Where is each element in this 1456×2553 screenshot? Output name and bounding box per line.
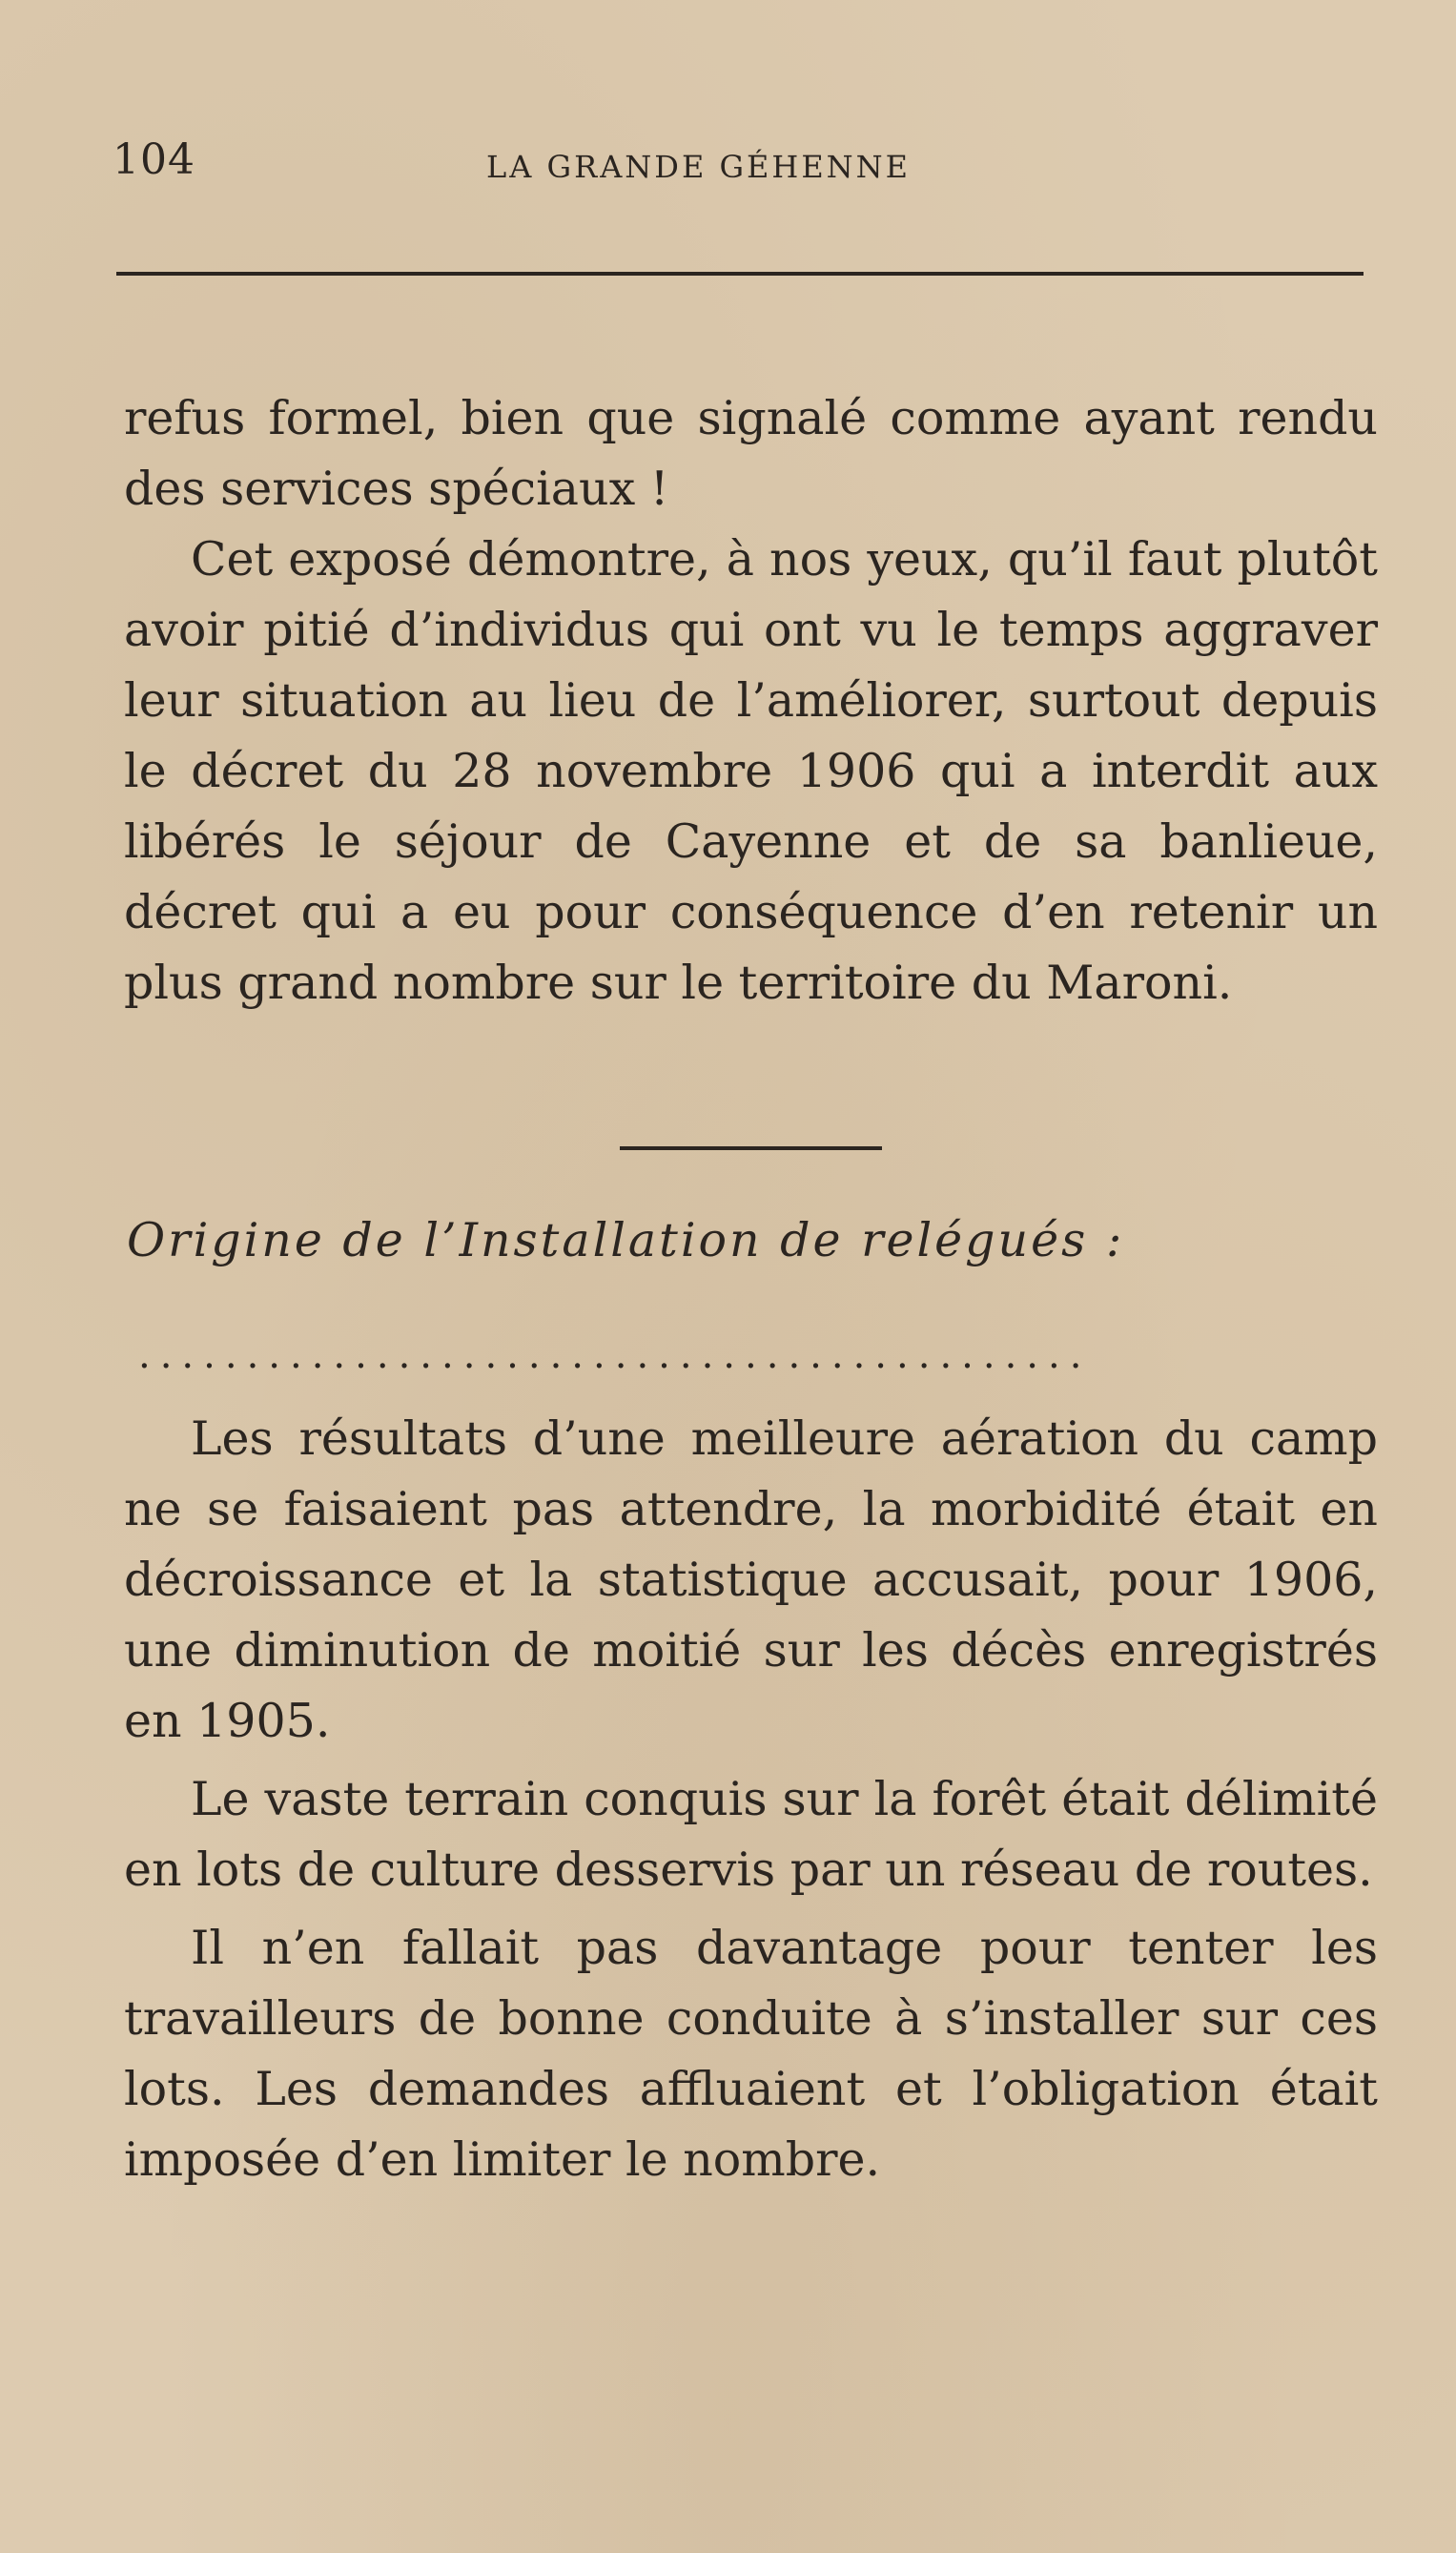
- text-block-before: [124, 383, 1378, 1019]
- running-head: LA GRANDE GÉHENNE: [486, 149, 912, 185]
- text-block-after: [124, 1404, 1378, 2195]
- paragraph: refus formel, bien que signalé comme ayant rendu des services spéciaux !: [124, 391, 1378, 516]
- section-title: Origine de l’Installation de relégués :: [127, 1213, 1125, 1267]
- section-divider: [620, 1146, 882, 1150]
- paragraph: Le vaste terrain conquis sur la forêt était délimité en lots de culture desservis par un réseau de routes.: [124, 1772, 1378, 1897]
- page-number: 104: [113, 135, 195, 184]
- header-rule: [116, 272, 1364, 276]
- paragraph: Cet exposé démontre, à nos yeux, qu’il faut plutôt avoir pitié d’individus qui ont vu le temps aggraver leur situation au lieu de l’améliorer, surtout depuis le décret du 28 novembre 1906 qui a interdit aux libérés le séjour de Cayenne et de sa banlieue, décret qui a eu pour conséquence d’en retenir un plus grand nombre sur le territoire du Maroni.: [124, 532, 1378, 1010]
- paragraph: Il n’en fallait pas davantage pour tenter les travailleurs de bonne conduite à s’installer sur ces lots. Les demandes affluaient et l’obligation était imposée d’en limiter le nombre.: [124, 1921, 1378, 2187]
- paragraph: Les résultats d’une meilleure aération du camp ne se faisaient pas attendre, la morbidité était en décroissance et la statistique accusait, pour 1906, une diminution de moitié sur les décès enregistrés en 1905.: [124, 1411, 1378, 1748]
- dotted-ellipsis-line: ............................................: [138, 1333, 1092, 1377]
